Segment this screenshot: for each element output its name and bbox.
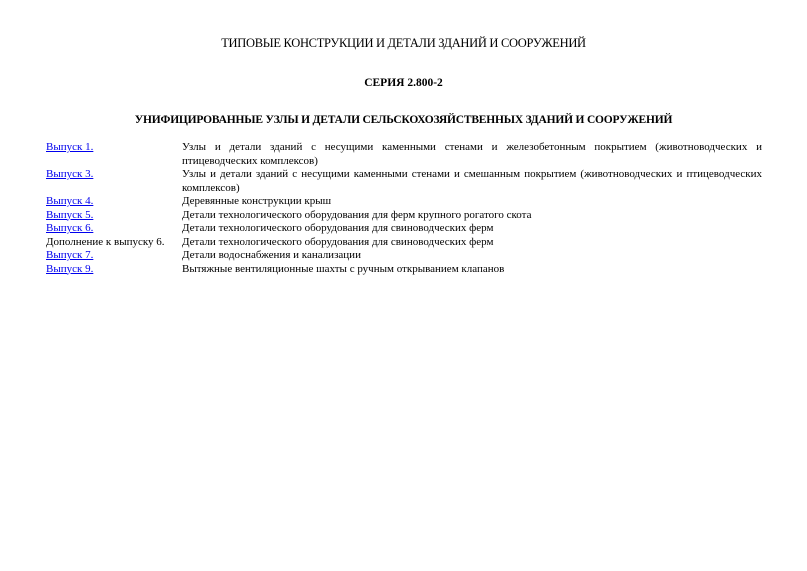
issue-list [46, 141, 762, 276]
issue-description: Детали водоснабжения и канализации [182, 249, 361, 261]
issue-link-4[interactable]: Выпуск 4. [46, 195, 94, 207]
series-number: СЕРИЯ 2.800-2 [364, 77, 443, 89]
issue-link-5[interactable]: Выпуск 5. [46, 208, 94, 221]
document-subtitle: УНИФИЦИРОВАННЫЕ УЗЛЫ И ДЕТАЛИ СЕЛЬСКОХОЗЯЙСТВЕННЫХ ЗДАНИЙ И СООРУЖЕНИЙ [134, 114, 673, 126]
issue-link-6[interactable]: Выпуск 6. [46, 222, 94, 234]
issue-description: Деревянные конструкции крыш [182, 195, 332, 207]
list-item [46, 141, 762, 168]
issue-description: Вытяжные вентиляционные шахты с ручным открыванием клапанов [182, 262, 505, 275]
list-item [46, 195, 762, 209]
list-item [46, 249, 762, 263]
list-item [46, 263, 762, 277]
document-title: ТИПОВЫЕ КОНСТРУКЦИИ И ДЕТАЛИ ЗДАНИЙ И СООРУЖЕНИЙ [221, 36, 586, 50]
issue-link-9[interactable]: Выпуск 9. [46, 262, 94, 275]
list-item [46, 222, 762, 236]
supplement-label: Дополнение к выпуску 6. [46, 235, 165, 248]
issue-link-7[interactable]: Выпуск 7. [46, 249, 94, 261]
list-item [46, 236, 762, 250]
issue-description: Узлы и детали зданий с несущими каменными стенами и железобетонным покрытием (животноводческих и птицеводческих комплексов) [182, 141, 762, 167]
issue-description: Детали технологического оборудования для свиноводческих ферм [182, 222, 494, 234]
issue-description: Узлы и детали зданий с несущими каменными стенами и смешанным покрытием (животноводческих и птицеводческих комплексов) [182, 168, 762, 194]
issue-description: Детали технологического оборудования для ферм крупного рогатого скота [182, 208, 532, 221]
issue-description: Детали технологического оборудования для свиноводческих ферм [182, 235, 494, 248]
issue-link-3[interactable]: Выпуск 3. [46, 168, 94, 180]
list-item [46, 209, 762, 223]
list-item [46, 168, 762, 195]
issue-link-1[interactable]: Выпуск 1. [46, 141, 94, 153]
